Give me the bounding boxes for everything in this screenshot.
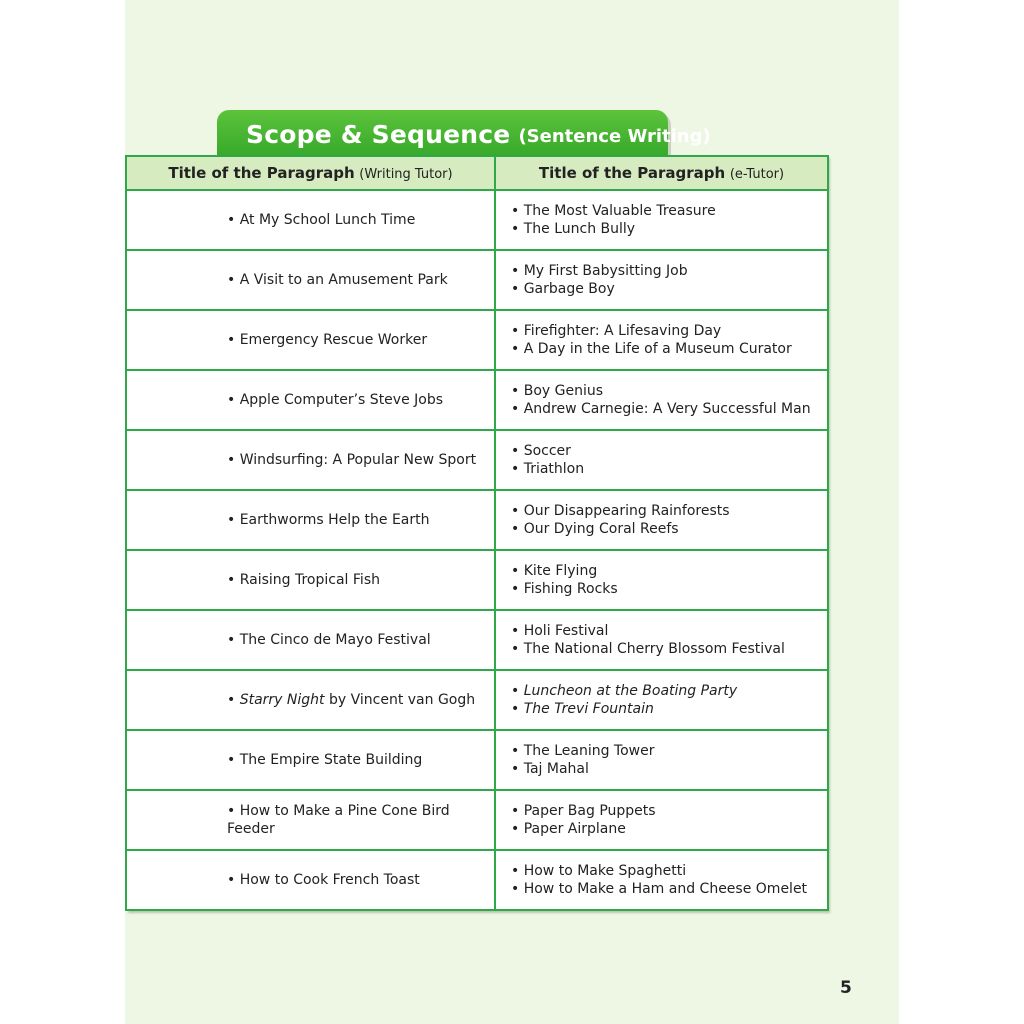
writing-tutor-title: • Windsurfing: A Popular New Sport [126, 430, 495, 490]
e-tutor-title: • The Most Valuable Treasure [511, 203, 716, 219]
section-title-tab [217, 110, 711, 158]
e-tutor-title: • Our Disappearing Rainforests [511, 503, 730, 519]
e-tutor-title: • Garbage Boy [511, 281, 615, 297]
table-row [126, 670, 828, 730]
column-header-title: Title of the Paragraph [168, 164, 355, 182]
e-tutor-title: • Kite Flying [511, 563, 598, 579]
e-tutor-titles [495, 190, 828, 250]
e-tutor-titles [495, 850, 828, 910]
e-tutor-title: • Paper Bag Puppets [511, 803, 656, 819]
e-tutor-titles [495, 490, 828, 550]
e-tutor-titles [495, 250, 828, 310]
artwork-artist: by Vincent van Gogh [324, 692, 476, 708]
e-tutor-title: • My First Babysitting Job [511, 263, 688, 279]
page-number: 5 [840, 978, 852, 998]
e-tutor-title: • Andrew Carnegie: A Very Successful Man [511, 401, 811, 417]
e-tutor-title: • Firefighter: A Lifesaving Day [511, 323, 722, 339]
e-tutor-title: • Triathlon [511, 461, 585, 477]
scope-sequence-table-container [125, 155, 827, 910]
e-tutor-titles [495, 550, 828, 610]
table-row [126, 490, 828, 550]
table-row [126, 250, 828, 310]
table-row [126, 730, 828, 790]
writing-tutor-title: • Emergency Rescue Worker [126, 310, 495, 370]
writing-tutor-title: • A Visit to an Amusement Park [126, 250, 495, 310]
table-row [126, 190, 828, 250]
bullet: • [511, 683, 524, 699]
e-tutor-title [511, 682, 827, 700]
writing-tutor-title: • The Cinco de Mayo Festival [126, 610, 495, 670]
e-tutor-title: • Paper Airplane [511, 821, 626, 837]
writing-tutor-title: • The Empire State Building [126, 730, 495, 790]
writing-tutor-title: • Earthworms Help the Earth [126, 490, 495, 550]
e-tutor-title: • Fishing Rocks [511, 581, 618, 597]
e-tutor-titles [495, 670, 828, 730]
e-tutor-title [511, 700, 827, 718]
e-tutor-title: • Taj Mahal [511, 761, 589, 777]
e-tutor-title: • Our Dying Coral Reefs [511, 521, 679, 537]
e-tutor-title: • The National Cherry Blossom Festival [511, 641, 785, 657]
column-header-subtitle: (e-Tutor) [729, 167, 785, 182]
e-tutor-titles [495, 370, 828, 430]
artwork-title: Starry Night [239, 692, 325, 708]
writing-tutor-title: • How to Cook French Toast [126, 850, 495, 910]
table-row [126, 610, 828, 670]
e-tutor-title: • How to Make Spaghetti [511, 863, 687, 879]
e-tutor-title: • Soccer [511, 443, 571, 459]
e-tutor-title: • Holi Festival [511, 623, 609, 639]
e-tutor-titles [495, 610, 828, 670]
e-tutor-titles [495, 790, 828, 850]
e-tutor-title: • The Lunch Bully [511, 221, 636, 237]
table-row [126, 430, 828, 490]
table-row [126, 550, 828, 610]
page-title: Scope & Sequence [246, 119, 511, 149]
e-tutor-title: • Boy Genius [511, 383, 604, 399]
e-tutor-titles [495, 310, 828, 370]
writing-tutor-title: • At My School Lunch Time [126, 190, 495, 250]
e-tutor-titles [495, 430, 828, 490]
table-row [126, 850, 828, 910]
bullet: • [227, 692, 240, 708]
e-tutor-title: • How to Make a Ham and Cheese Omelet [511, 881, 808, 897]
e-tutor-title: • A Day in the Life of a Museum Curator [511, 341, 792, 357]
e-tutor-title: • The Leaning Tower [511, 743, 655, 759]
scope-sequence-table [125, 155, 829, 911]
writing-tutor-title [126, 670, 495, 730]
writing-tutor-title: • Apple Computer’s Steve Jobs [126, 370, 495, 430]
table-header-row [126, 156, 828, 190]
bullet: • [511, 701, 524, 717]
e-tutor-titles [495, 730, 828, 790]
artwork-title: Luncheon at the Boating Party [523, 683, 738, 699]
table-row [126, 310, 828, 370]
table-row [126, 370, 828, 430]
column-header-subtitle: (Writing Tutor) [359, 167, 453, 182]
writing-tutor-title: • Raising Tropical Fish [126, 550, 495, 610]
landmark-title: The Trevi Fountain [523, 701, 654, 717]
table-row [126, 790, 828, 850]
page-subtitle: (Sentence Writing) [518, 125, 711, 147]
column-header-writing-tutor [126, 156, 495, 190]
column-header-title: Title of the Paragraph [538, 164, 726, 182]
column-header-e-tutor [495, 156, 828, 190]
writing-tutor-title: • How to Make a Pine Cone Bird Feeder [126, 790, 495, 850]
